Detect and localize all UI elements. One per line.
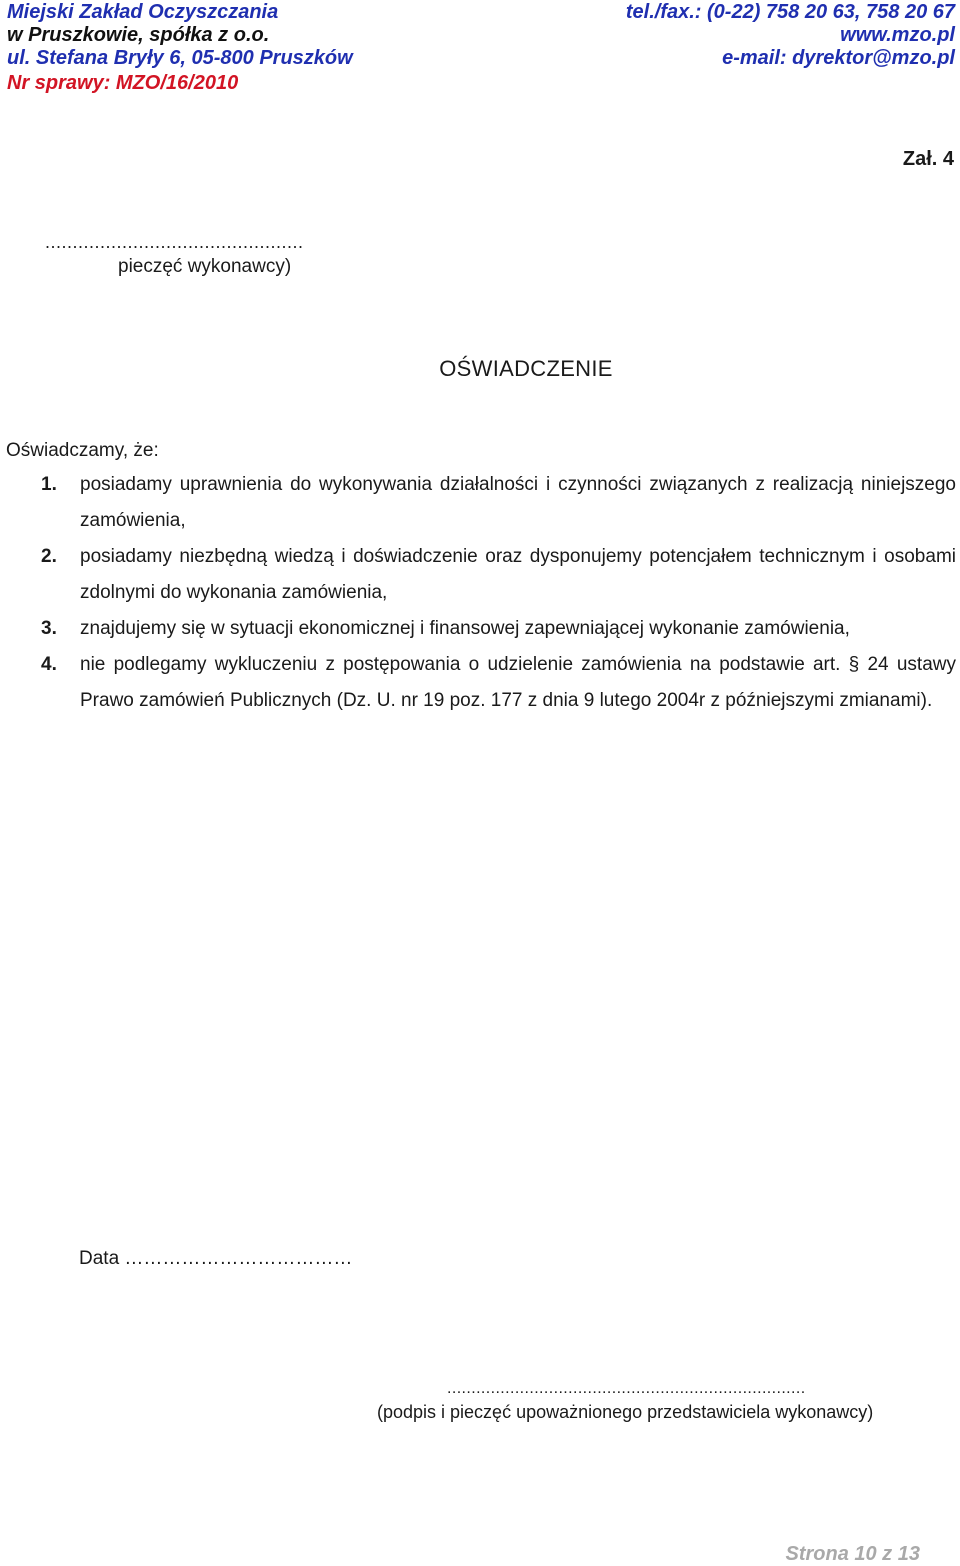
date-line: Data ……………………………… <box>79 1248 353 1269</box>
list-item <box>0 467 956 539</box>
list-item-number: 1. <box>41 474 57 495</box>
list-item <box>0 611 956 647</box>
list-item-text: znajdujemy się w sytuacji ekonomicznej i finansowej zapewniającej wykonanie zamówienia, <box>80 618 850 639</box>
list-item-text: nie podlegamy wykluczeniu z postępowania o udzielenie zamówienia na podstawie art. § 24 ustawy Prawo zamówień Publicznych (Dz. U. nr 19 poz. 177 z dnia 9 lutego 2004r z późniejszymi zmianami). <box>80 654 956 711</box>
stamp-label: pieczęć wykonawcy) <box>118 256 292 277</box>
company-email[interactable]: e-mail: dyrektor@mzo.pl <box>722 47 955 69</box>
signature-dots: .......................................................................... <box>447 1380 806 1397</box>
case-number: Nr sprawy: MZO/16/2010 <box>7 72 239 94</box>
list-item <box>0 647 956 719</box>
company-website[interactable]: www.mzo.pl <box>840 24 955 46</box>
list-item-number: 4. <box>41 654 57 675</box>
declaration-list <box>0 467 956 719</box>
attachment-number: Zał. 4 <box>902 148 954 170</box>
contact-phone: tel./fax.: (0-22) 758 20 63, 758 20 67 <box>625 1 955 23</box>
company-location: w Pruszkowie, spółka z o.o. <box>7 24 270 46</box>
document-title: OŚWIADCZENIE <box>439 356 613 381</box>
list-item-text: posiadamy niezbędną wiedzą i doświadczenie oraz dysponujemy potencjałem technicznym i osobami zdolnymi do wykonania zamówienia, <box>80 546 956 603</box>
company-name: Miejski Zakład Oczyszczania <box>7 1 279 23</box>
page-number: Strona 10 z 13 <box>785 1543 920 1565</box>
list-item-number: 2. <box>41 546 57 567</box>
list-item-text: posiadamy uprawnienia do wykonywania działalności i czynności związanych z realizacją niniejszego zamówienia, <box>80 474 956 531</box>
stamp-dots: ............................................... <box>45 232 304 252</box>
declaration-intro: Oświadczamy, że: <box>6 440 159 461</box>
signature-label: (podpis i pieczęć upoważnionego przedstawiciela wykonawcy) <box>377 1402 874 1422</box>
company-address: ul. Stefana Bryły 6, 05-800 Pruszków <box>7 47 353 69</box>
list-item-number: 3. <box>41 618 57 639</box>
list-item <box>0 539 956 611</box>
